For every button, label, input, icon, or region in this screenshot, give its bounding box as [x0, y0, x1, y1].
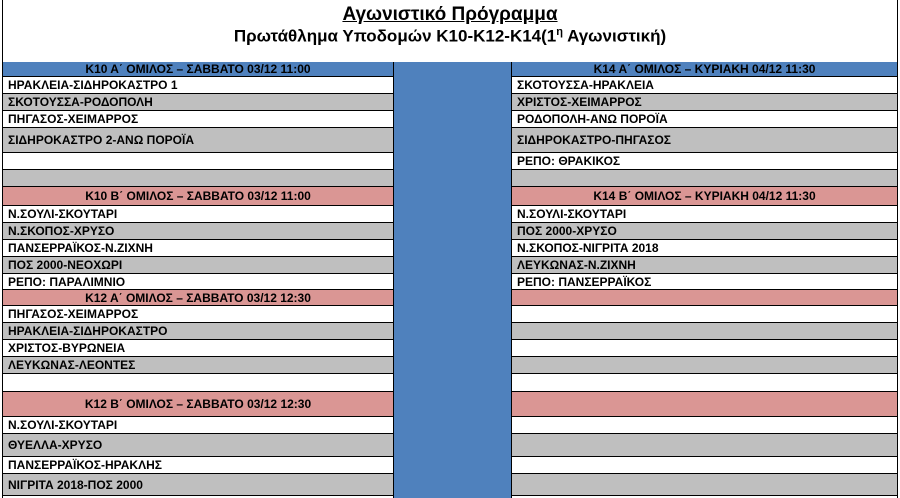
- match-row: Ν.ΣΟΥΛΙ-ΣΚΟΥΤΑΡΙ: [3, 206, 393, 223]
- match-row: Ν.ΣΟΥΛΙ-ΣΚΟΥΤΑΡΙ: [512, 206, 897, 223]
- match-row: ΣΙΔΗΡΟΚΑΣΤΡΟ-ΠΗΓΑΣΟΣ: [512, 128, 897, 153]
- match-row: ΠΗΓΑΣΟΣ-ΧΕΙΜΑΡΡΟΣ: [3, 111, 393, 128]
- empty-row: [512, 474, 897, 496]
- match-row: ΠΑΝΣΕΡΡΑΪΚΟΣ-Ν.ΖΙΧΝΗ: [3, 240, 393, 257]
- match-row: ΡΕΠΟ: ΘΡΑΚΙΚΟΣ: [512, 153, 897, 170]
- left-column: [3, 62, 393, 496]
- empty-row: [512, 457, 897, 474]
- group-header-k14a: Κ14 Α΄ ΟΜΙΛΟΣ – ΚΥΡΙΑΚΗ 04/12 11:30: [512, 62, 897, 77]
- group-header-k10b: Κ10 Β΄ ΟΜΙΛΟΣ – ΣΑΒΒΑΤΟ 03/12 11:00: [3, 187, 393, 206]
- empty-header-row: [512, 392, 897, 417]
- match-row-empty: [512, 170, 897, 187]
- match-row: Ν.ΣΚΟΠΟΣ-ΧΡΥΣΟ: [3, 223, 393, 240]
- subtitle-end: Αγωνιστική): [562, 26, 667, 46]
- empty-header-row: [512, 290, 897, 306]
- match-row: ΡΟΔΟΠΟΛΗ-ΑΝΩ ΠΟΡΟΪΑ: [512, 111, 897, 128]
- match-row: ΡΕΠΟ: ΠΑΝΣΕΡΡΑΪΚΟΣ: [512, 274, 897, 290]
- match-row: ΛΕΥΚΩΝΑΣ-Ν.ΖΙΧΝΗ: [512, 257, 897, 274]
- empty-row: [512, 434, 897, 457]
- match-row: ΣΚΟΤΟΥΣΣΑ-ΡΟΔΟΠΟΛΗ: [3, 94, 393, 111]
- match-row: ΗΡΑΚΛΕΙΑ-ΣΙΔΗΡΟΚΑΣΤΡΟ 1: [3, 77, 393, 94]
- match-row: ΝΙΓΡΙΤΑ 2018-ΠΟΣ 2000: [3, 474, 393, 496]
- group-header-k14b: Κ14 Β΄ ΟΜΙΛΟΣ – ΚΥΡΙΑΚΗ 04/12 11:30: [512, 187, 897, 206]
- match-row: ΠΟΣ 2000-ΝΕΟΧΩΡΙ: [3, 257, 393, 274]
- subtitle-superscript: η: [556, 26, 563, 38]
- match-row: ΣΙΔΗΡΟΚΑΣΤΡΟ 2-ΑΝΩ ΠΟΡΟΪΑ: [3, 128, 393, 153]
- group-header-k12b: Κ12 Β΄ ΟΜΙΛΟΣ – ΣΑΒΒΑΤΟ 03/12 12:30: [3, 392, 393, 417]
- match-row: Ν.ΣΚΟΠΟΣ-ΝΙΓΡΙΤΑ 2018: [512, 240, 897, 257]
- page-subtitle: [3, 26, 897, 47]
- schedule-sheet: [2, 0, 898, 498]
- match-row: ΗΡΑΚΛΕΙΑ-ΣΙΔΗΡΟΚΑΣΤΡΟ: [3, 323, 393, 340]
- empty-row: [512, 417, 897, 434]
- subtitle-main: Πρωτάθλημα Υποδομών Κ10-Κ12-Κ14(1: [233, 26, 557, 46]
- empty-row: [512, 357, 897, 374]
- match-row: ΠΗΓΑΣΟΣ-ΧΕΙΜΑΡΡΟΣ: [3, 306, 393, 323]
- page-title: Αγωνιστικό Πρόγραμμα: [342, 4, 558, 25]
- match-row: ΛΕΥΚΩΝΑΣ-ΛΕΟΝΤΕΣ: [3, 357, 393, 374]
- match-row: Ν.ΣΟΥΛΙ-ΣΚΟΥΤΑΡΙ: [3, 417, 393, 434]
- empty-row: [512, 323, 897, 340]
- group-header-k10a: Κ10 Α΄ ΟΜΙΛΟΣ – ΣΑΒΒΑΤΟ 03/12 11:00: [3, 62, 393, 77]
- empty-row: [512, 340, 897, 357]
- match-row: ΠΑΝΣΕΡΡΑΪΚΟΣ-ΗΡΑΚΛΗΣ: [3, 457, 393, 474]
- document-header: [3, 0, 897, 63]
- match-row-empty: [3, 153, 393, 170]
- match-row: ΣΚΟΤΟΥΣΣΑ-ΗΡΑΚΛΕΙΑ: [512, 77, 897, 94]
- match-row: ΡΕΠΟ: ΠΑΡΑΛΙΜΝΙΟ: [3, 274, 393, 290]
- center-divider-band: [393, 62, 512, 498]
- right-column: [512, 62, 897, 496]
- group-header-k12a: Κ12 Α΄ ΟΜΙΛΟΣ – ΣΑΒΒΑΤΟ 03/12 12:30: [3, 290, 393, 306]
- empty-row: [512, 306, 897, 323]
- match-row-empty: [3, 170, 393, 187]
- match-row: ΧΡΙΣΤΟΣ-ΒΥΡΩΝΕΙΑ: [3, 340, 393, 357]
- match-row: ΧΡΙΣΤΟΣ-ΧΕΙΜΑΡΡΟΣ: [512, 94, 897, 111]
- match-row-empty: [3, 374, 393, 392]
- match-row: ΘΥΕΛΛΑ-ΧΡΥΣΟ: [3, 434, 393, 457]
- match-row: ΠΟΣ 2000-ΧΡΥΣΟ: [512, 223, 897, 240]
- empty-row: [512, 374, 897, 392]
